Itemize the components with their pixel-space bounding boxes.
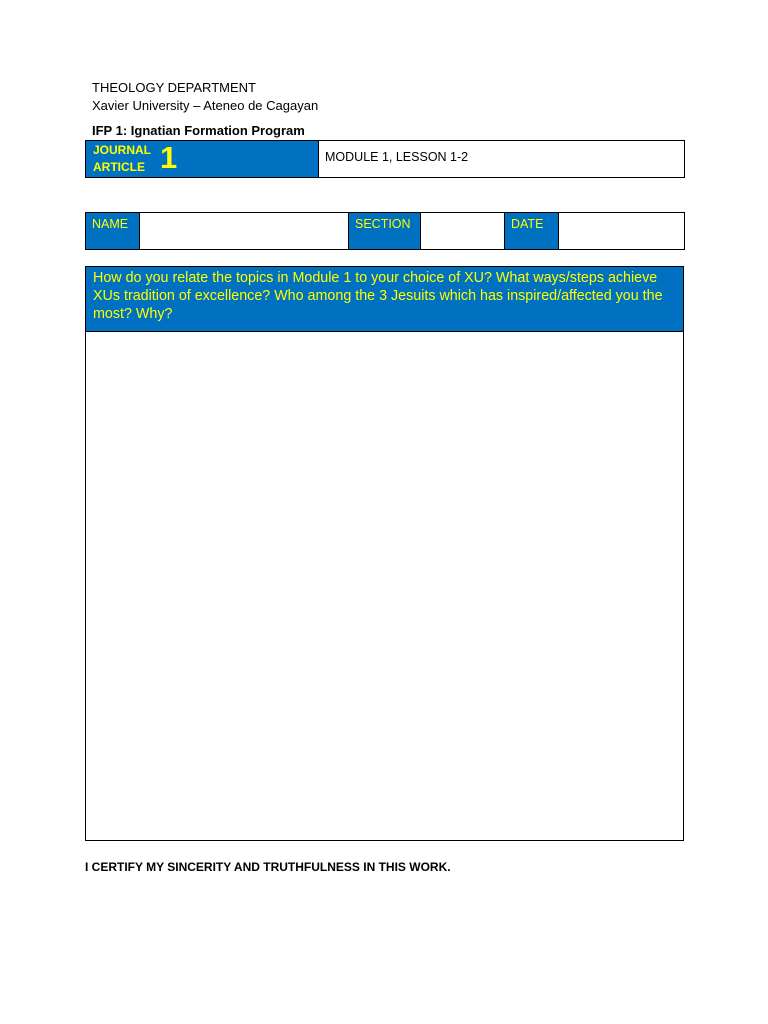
module-lesson-text: MODULE 1, LESSON 1-2 (325, 150, 469, 164)
journal-label: JOURNAL (93, 143, 152, 157)
module-cell (319, 141, 685, 178)
student-info-table (85, 212, 685, 250)
name-label: NAME (86, 213, 140, 250)
program-title: IFP 1: Ignatian Formation Program (92, 123, 305, 138)
section-field[interactable] (421, 213, 505, 250)
date-label: DATE (505, 213, 559, 250)
date-field[interactable] (559, 213, 685, 250)
journal-article-cell (86, 141, 319, 178)
certification-statement: I CERTIFY MY SINCERITY AND TRUTHFULNESS IN THIS WORK. (85, 860, 451, 874)
university-name: Xavier University – Ateneo de Cagayan (92, 98, 319, 113)
answer-area[interactable] (85, 331, 684, 841)
question-text: How do you relate the topics in Module 1 to your choice of XU? What ways/steps achieve XUs tradition of excellence? Who among the 3 Jesuits which has inspired/affected you the most? Why? (93, 270, 663, 322)
section-label: SECTION (349, 213, 421, 250)
journal-number: 1 (160, 140, 178, 175)
article-label: ARTICLE (93, 160, 145, 174)
journal-article-table (85, 140, 685, 178)
question-box (85, 266, 684, 332)
name-field[interactable] (140, 213, 349, 250)
department-title: THEOLOGY DEPARTMENT (92, 80, 256, 95)
